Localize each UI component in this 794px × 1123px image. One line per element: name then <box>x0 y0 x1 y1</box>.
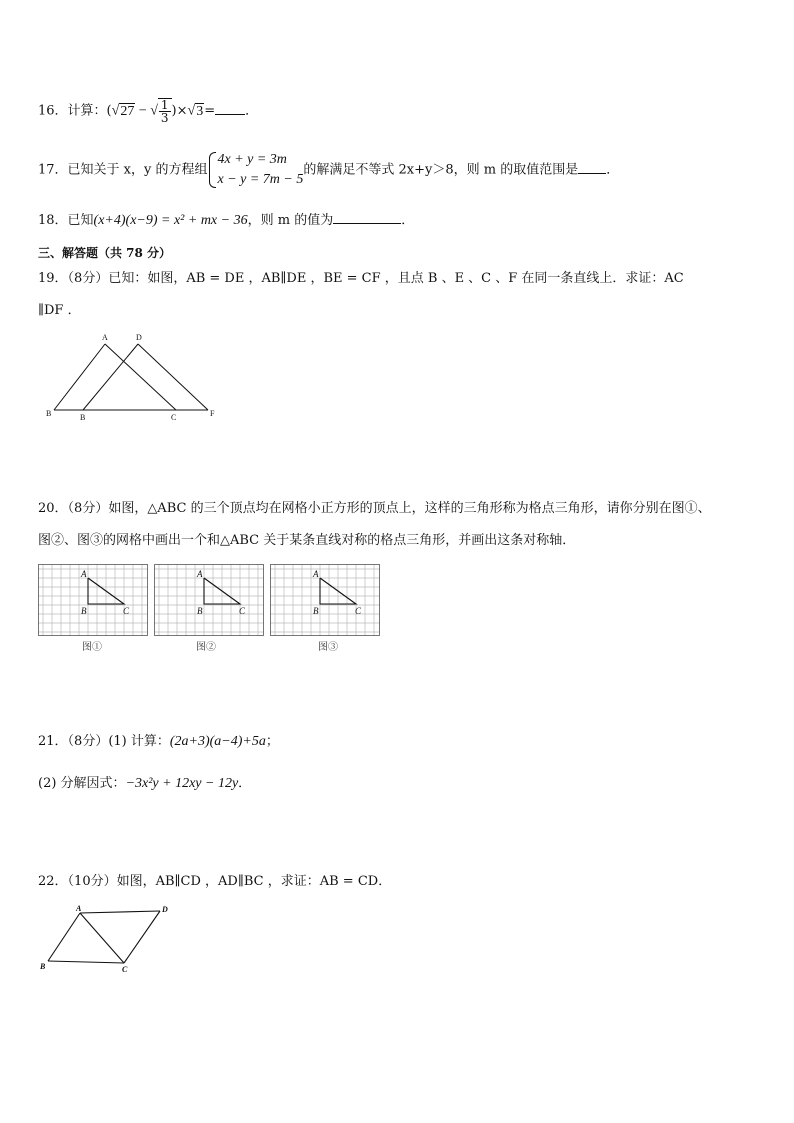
q18-middle: ，则 m 的值为 <box>247 213 334 228</box>
question-20-line2: 图②、图③的网格中画出一个和△ABC 关于某条直线对称的格点三角形，并画出这条对称轴． <box>38 533 576 548</box>
q16-sqrt3: 3 <box>196 103 204 119</box>
q20-grid-1 <box>38 564 148 636</box>
q19-label-A: A <box>102 333 108 342</box>
q16-frac-num: 1 <box>160 98 169 112</box>
q16-times: )× <box>171 103 188 119</box>
q16-minus: − <box>135 103 151 119</box>
q21-part2-expression: −3x²y + 12xy − 12y <box>125 776 239 791</box>
q22-segment-DC <box>124 911 160 963</box>
question-18 <box>38 212 414 230</box>
q19-figure <box>38 328 228 423</box>
q18-prefix: 18．已知 <box>38 213 94 228</box>
q20-caption-3: 图③ <box>318 642 338 653</box>
q19-label-C: C <box>171 413 177 422</box>
q22-label-A: A <box>76 904 82 913</box>
q21-part2-suffix: ． <box>238 776 252 791</box>
q21-part1-suffix: ； <box>265 734 279 749</box>
q16-suffix: ． <box>245 103 259 119</box>
q20-grid-2 <box>154 564 264 636</box>
q21-part2-prefix: (2) 分解因式： <box>38 776 126 791</box>
q18-answer-blank[interactable] <box>333 223 401 224</box>
question-19-line1: 19．（8分）已知：如图，AB = DE ，AB∥DE ，BE = CF ，且点 B 、E 、C 、F 在同一条直线上．求证：AC <box>38 271 684 286</box>
q22-segment-AD <box>80 911 160 913</box>
q20-g3-label-C: C <box>355 606 362 616</box>
q19-segment-AC <box>105 344 176 410</box>
q19-label-B: B <box>46 409 52 418</box>
question-19-line2: ∥DF ． <box>38 303 81 318</box>
section-3-heading: 三、解答题（共 78 分） <box>38 246 172 260</box>
q20-g2-label-C: C <box>239 606 246 616</box>
q20-g2-label-B: B <box>197 606 203 616</box>
q20-g3-label-A: A <box>313 569 319 579</box>
q17-suffix: ． <box>606 162 620 178</box>
q22-label-C: C <box>122 965 128 974</box>
q19-label-E: B <box>80 413 86 422</box>
q20-g3-label-B: B <box>313 606 319 616</box>
q18-suffix: ． <box>401 213 415 228</box>
q20-caption-2: 图② <box>196 642 216 653</box>
q22-segment-BC <box>48 961 124 963</box>
q16-sqrt27: 27 <box>120 103 135 119</box>
q22-figure <box>36 903 176 975</box>
q17-eq2: x − y = 7m − 5 <box>217 172 304 187</box>
q22-label-D: D <box>162 905 168 914</box>
q20-g1-label-B: B <box>81 606 87 616</box>
q17-answer-blank[interactable] <box>578 173 606 174</box>
q20-caption-1: 图① <box>82 642 102 653</box>
q17-equation-system <box>207 150 303 190</box>
q19-label-F: F <box>210 409 215 418</box>
question-20-line1: 20．（8分）如图，△ABC 的三个顶点均在网格小正方形的顶点上，这样的三角形称为格点三角形，请你分别在图①、 <box>38 501 711 516</box>
question-17 <box>38 150 619 190</box>
question-22-line1: 22．（10分）如图，AB∥CD ，AD∥BC ，求证：AB = CD． <box>38 874 392 889</box>
q21-part1-expression: (2a+3)(a−4)+5a <box>169 734 266 749</box>
q16-fraction <box>158 98 172 124</box>
q17-prefix: 17．已知关于 x，y 的方程组 <box>38 162 208 178</box>
q19-segment-ED <box>83 344 138 410</box>
q17-middle: 的解满足不等式 2x+y＞8，则 m 的取值范围是 <box>303 162 579 178</box>
q22-segment-AB <box>48 913 80 961</box>
question-16: 16．计算：(√27 − √ $\frac{1}{3}$ )×√3= ． <box>38 98 259 125</box>
q16-prefix: 16．计算：( <box>38 103 112 119</box>
question-21-line2 <box>38 775 251 793</box>
q16-answer-blank[interactable] <box>215 114 245 115</box>
q20-g1-label-A: A <box>81 569 87 579</box>
q16-frac-den: 3 <box>160 111 169 125</box>
q16-equals: = <box>204 103 216 119</box>
q22-segment-AC <box>80 913 124 963</box>
q18-expression: (x+4)(x−9) = x² + mx − 36 <box>93 213 248 228</box>
question-21-line1 <box>38 733 279 751</box>
q20-g1-label-C: C <box>123 606 130 616</box>
q17-eq1: 4x + y = 3m <box>217 152 287 167</box>
q20-grid-3 <box>270 564 380 636</box>
q22-label-B: B <box>40 962 46 971</box>
q21-part1-prefix: 21．（8分）(1) 计算： <box>38 734 170 749</box>
q19-segment-BA <box>54 344 105 410</box>
q20-g2-label-A: A <box>197 569 203 579</box>
q19-segment-DF <box>138 344 208 410</box>
q19-label-D: D <box>136 333 142 342</box>
